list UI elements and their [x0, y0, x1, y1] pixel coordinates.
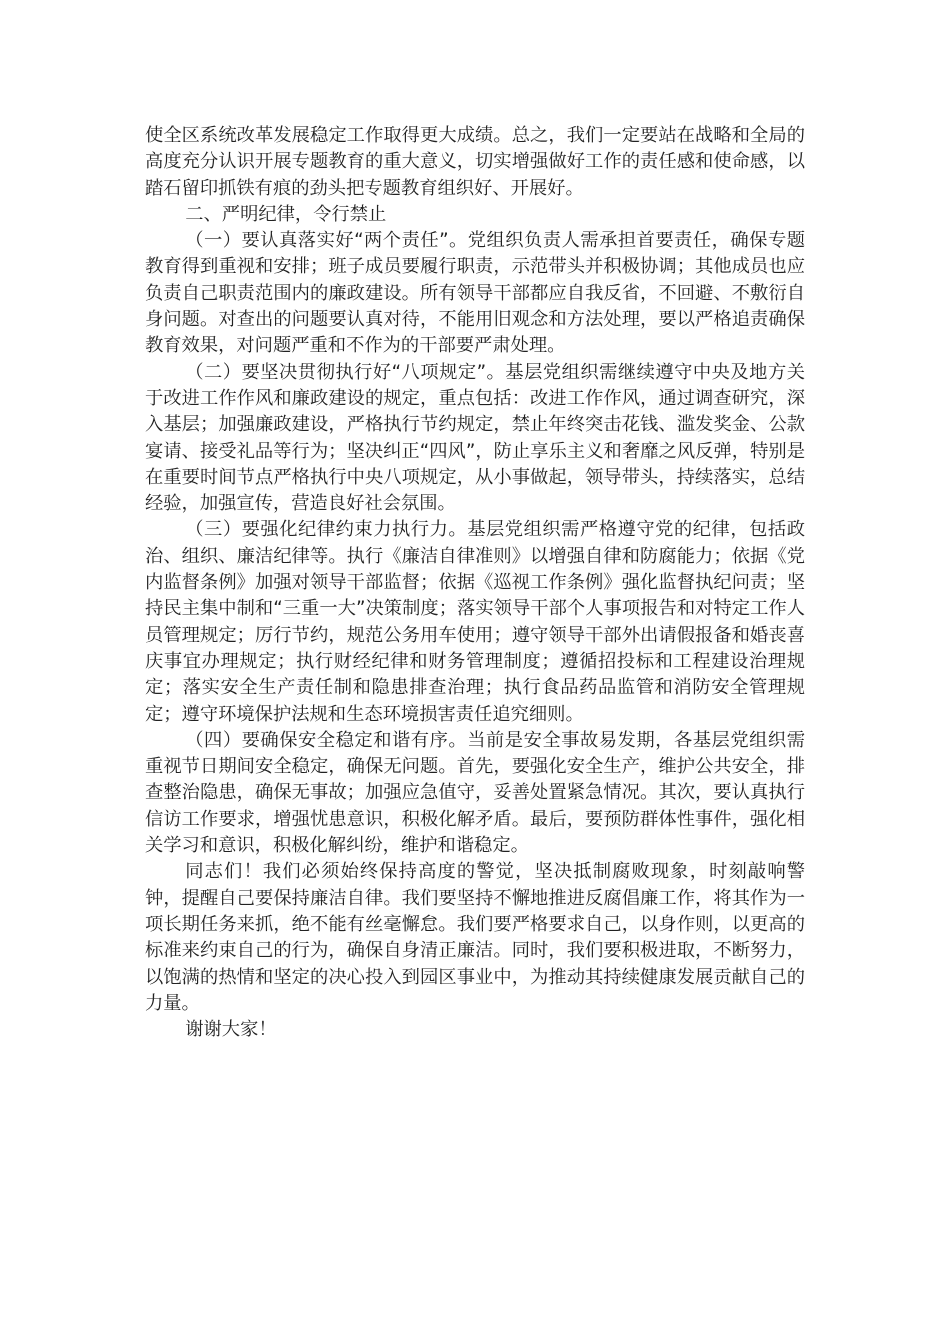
paragraph-discipline: （三）要强化纪律约束力执行力。基层党组织需严格遵守党的纪律，包括政治、组织、廉洁纪律等。执行《廉洁自律准则》以增强自律和防腐能力；依据《党内监督条例》加强对领导干部监督；依据《巡视工作条例》强化监督执纪问责；坚持民主集中制和“三重一大”决策制度；落实领导干部个人事项报告和对特定工作人员管理规定；厉行节约，规范公务用车使用；遵守领导干部外出请假报备和婚丧喜庆事宜办理规定；执行财经纪律和财务管理制度；遵循招投标和工程建设治理规定；落实安全生产责任制和隐患排查治理；执行食品药品监管和消防安全管理规定；遵守环境保护法规和生态环境损害责任追究细则。: [145, 519, 805, 725]
paragraph-safety-stability: （四）要确保安全稳定和谐有序。当前是安全事故易发期，各基层党组织需重视节日期间安全稳定，确保无问题。首先，要强化安全生产，维护公共安全，排查整治隐患，确保无事故；加强应急值守，妥善处置紧急情况。其次，要认真执行信访工作要求，增强忧患意识，积极化解矛盾。最后，要预防群体性事件，强化相关学习和意识，积极化解纠纷，维护和谐稳定。: [145, 729, 805, 857]
closing-thanks: 谢谢大家！: [185, 1019, 277, 1041]
paragraph-closing-remarks: 同志们！我们必须始终保持高度的警觉，坚决抵制腐败现象，时刻敲响警钟，提醒自己要保持廉洁自律。我们要坚持不懈地推进反腐倡廉工作，将其作为一项长期任务来抓，绝不能有丝毫懈怠。我们要严格要求自己，以身作则，以更高的标准来约束自己的行为，确保自身清正廉洁。同时，我们要积极进取，不断努力，以饱满的热情和坚定的决心投入到园区事业中，为推动其持续健康发展贡献自己的力量。: [145, 861, 805, 1014]
paragraph-two-responsibilities: （一）要认真落实好“两个责任”。党组织负责人需承担首要责任，确保专题教育得到重视和安排；班子成员要履行职责，示范带头并积极协调；其他成员也应负责自己职责范围内的廉政建设。所有领导干部都应自我反省，不回避、不敷衍自身问题。对查出的问题要认真对待，不能用旧观念和方法处理，要以严格追责确保教育效果，对问题严重和不作为的干部要严肃处理。: [145, 230, 805, 357]
paragraph-continuation: 使全区系统改革发展稳定工作取得更大成绩。总之，我们一定要站在战略和全局的高度充分认识开展专题教育的重大意义，切实增强做好工作的责任感和使命感，以踏石留印抓铁有痕的劲头把专题教育组织好、开展好。: [145, 125, 805, 199]
document-body: [145, 123, 805, 1043]
section-heading: 二、严明纪律，令行禁止: [185, 203, 387, 225]
paragraph-eight-rules: （二）要坚决贯彻执行好“八项规定”。基层党组织需继续遵守中央及地方关于改进工作作风和廉政建设的规定，重点包括：改进工作作风，通过调查研究，深入基层；加强廉政建设，严格执行节约规定，禁止年终突击花钱、滥发奖金、公款宴请、接受礼品等行为；坚决纠正“四风”，防止享乐主义和奢靡之风反弹，特别是在重要时间节点严格执行中央八项规定，从小事做起，领导带头，持续落实，总结经验，加强宣传，营造良好社会氛围。: [145, 361, 805, 515]
